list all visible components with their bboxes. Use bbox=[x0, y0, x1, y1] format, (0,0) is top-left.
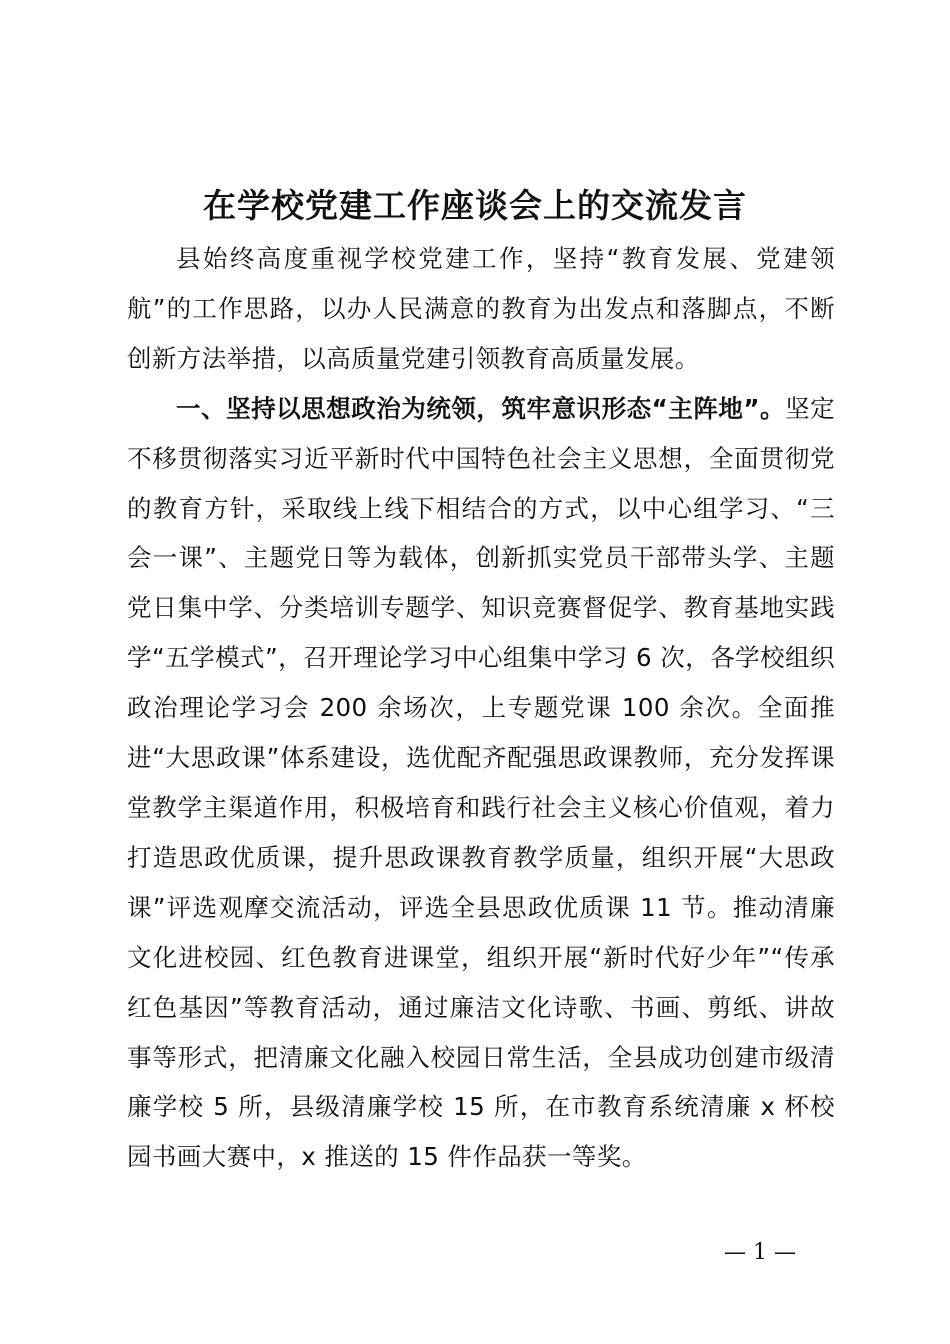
section-1-heading: 一、坚持以思想政治为统领，筑牢意识形态“主阵地”。 bbox=[176, 393, 786, 423]
section-1-body: 坚定不移贯彻落实习近平新时代中国特色社会主义思想，全面贯彻党的教育方针，采取线上线下相结合的方式，以中心组学习、“三会一课”、主题党日等为载体，创新抓实党员干部带头学、主题党日集中学、分类培训专题学、知识竞赛督促学、教育基地实践学“五学模式”，召开理论学习中心组集中学习 6 次，各学校组织政治理论学习会 200 余场次，上专题党课 100 余次。全面推进“大思政课”体系建设，选优配齐配强思政课教师，充分发挥课堂教学主渠道作用，积极培育和践行社会主义核心价值观，着力打造思政优质课，提升思政课教育教学质量，组织开展“大思政课”评选观摩交流活动，评选全县思政优质课 11 节。推动清廉文化进校园、红色教育进课堂，组织开展“新时代好少年”“传承红色基因”等教育活动，通过廉洁文化诗歌、书画、剪纸、讲故事等形式，把清廉文化融入校园日常生活，全县成功创建市级清廉学校 5 所，县级清廉学校 15 所，在市教育系统清廉 x 杯校园书画大赛中，x 推送的 15 件作品获一等奖。 bbox=[127, 393, 835, 1172]
section-1-paragraph bbox=[127, 384, 835, 1183]
document-body bbox=[127, 234, 835, 1182]
document-title: 在学校党建工作座谈会上的交流发言 bbox=[203, 186, 747, 225]
intro-paragraph: 县始终高度重视学校党建工作，坚持“教育发展、党建领航”的工作思路，以办人民满意的教育为出发点和落脚点，不断创新方法举措，以高质量党建引领教育高质量发展。 bbox=[127, 244, 835, 373]
page-number: — 1 — bbox=[724, 1240, 796, 1265]
